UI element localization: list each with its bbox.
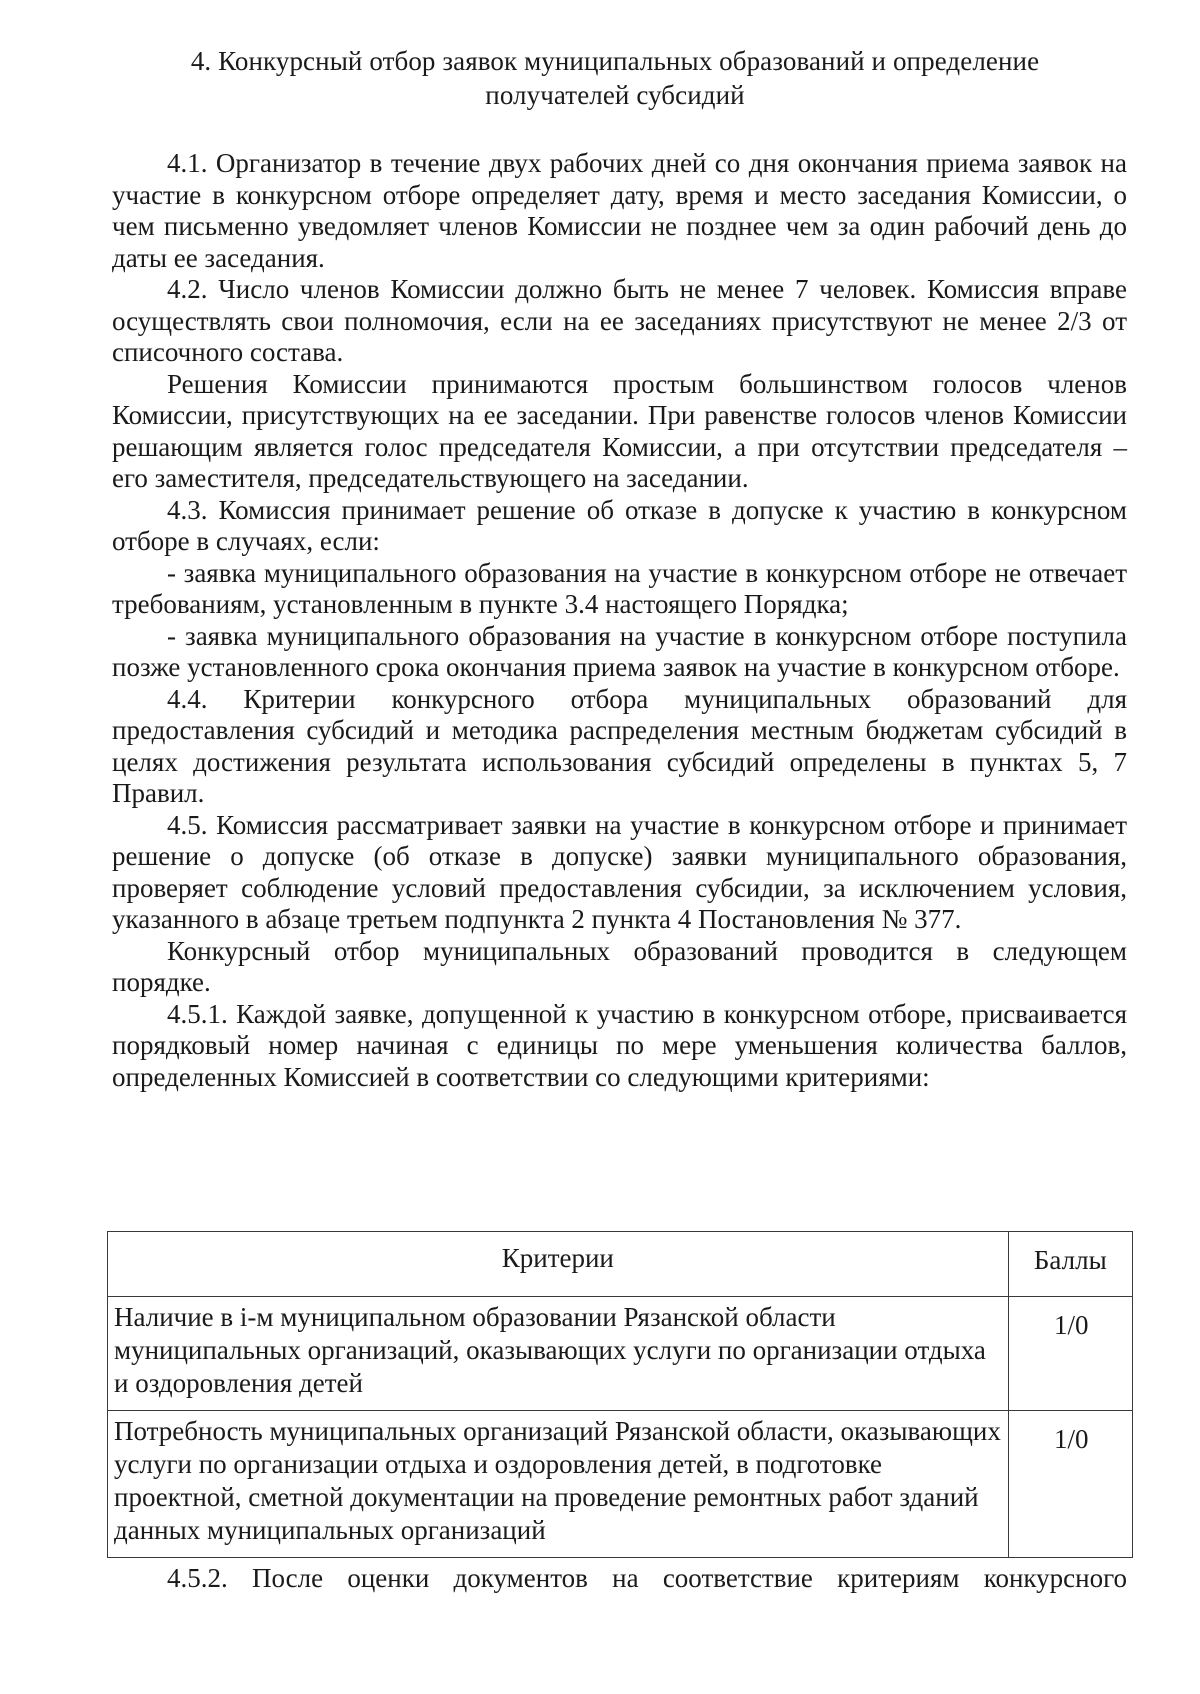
header-criteria: Критерии xyxy=(108,1232,1009,1297)
paragraph-selection-order: Конкурсный отбор муниципальных образований проводится в следующем порядке. xyxy=(112,935,1127,997)
table-row xyxy=(108,1411,1133,1558)
section-title xyxy=(110,44,1120,112)
paragraph-4-3-item-1: - заявка муниципального образования на участие в конкурсном отборе не отвечает требованиям, установленным в пункте 3.4 настоящего Порядка; xyxy=(112,557,1127,619)
section-title-line-1: 4. Конкурсный отбор заявок муниципальных образований и определение xyxy=(190,46,1040,76)
table-header-row xyxy=(108,1232,1133,1297)
paragraph-4-5: 4.5. Комиссия рассматривает заявки на участие в конкурсном отборе и принимает решение о допуске (об отказе в допуске) заявки муниципального образования, проверяет соблюдение условий предоставления субсидии, за исключением условия, указанного в абзаце третьем подпункта 2 пункта 4 Постановления № 377. xyxy=(112,809,1127,934)
paragraph-4-5-2: 4.5.2. После оценки документов на соответствие критериям конкурсного xyxy=(167,1563,1127,1593)
paragraph-4-5-1: 4.5.1. Каждой заявке, допущенной к участию в конкурсном отборе, присваивается порядковый номер начиная с единицы по мере уменьшения количества баллов, определенных Комиссией в соответствии со следующими критериями: xyxy=(112,998,1127,1092)
document-body xyxy=(112,148,1127,1093)
paragraph-4-1: 4.1. Организатор в течение двух рабочих дней со дня окончания приема заявок на участие в конкурсном отборе определяет дату, время и место заседания Комиссии, о чем письменно уведомляет членов Комиссии не позднее чем за один рабочий день до даты ее заседания. xyxy=(112,148,1127,273)
paragraph-4-2: 4.2. Число членов Комиссии должно быть не менее 7 человек. Комиссия вправе осуществлять свои полномочия, если на ее заседаниях присутствуют не менее 2/3 от списочного состава. xyxy=(112,274,1127,367)
paragraph-4-4: 4.4. Критерии конкурсного отбора муниципальных образований для предоставления субсидий и методика распределения местным бюджетам субсидий в целях достижения результата использования субсидий определены в пунктах 5, 7 Правил. xyxy=(112,683,1127,808)
criteria-table xyxy=(107,1231,1133,1558)
score-cell: 1/0 xyxy=(1008,1411,1132,1558)
paragraph-decisions: Решения Комиссии принимаются простым большинством голосов членов Комиссии, присутствующих на ее заседании. При равенстве голосов членов Комиссии решающим является голос председателя Комиссии, а при отсутствии председателя – его заместителя, председательствующего на заседании. xyxy=(112,368,1127,493)
document-tail xyxy=(112,1563,1127,1595)
paragraph-4-3: 4.3. Комиссия принимает решение об отказе в допуске к участию в конкурсном отборе в случаях, если: xyxy=(112,494,1127,556)
criteria-table-container xyxy=(107,1231,1133,1558)
header-score: Баллы xyxy=(1008,1232,1132,1297)
criterion-cell: Потребность муниципальных организаций Рязанской области, оказывающих услуги по организации отдыха и оздоровления детей, в подготовке проектной, сметной документации на проведение ремонтных работ зданий данных муниципальных организаций xyxy=(108,1411,1009,1558)
score-cell: 1/0 xyxy=(1008,1297,1132,1411)
paragraph-4-3-item-2: - заявка муниципального образования на участие в конкурсном отборе поступила позже установленного срока окончания приема заявок на участие в конкурсном отборе. xyxy=(112,620,1127,682)
criterion-cell: Наличие в i-м муниципальном образовании Рязанской области муниципальных организаций, оказывающих услуги по организации отдыха и оздоровления детей xyxy=(108,1297,1009,1411)
table-row xyxy=(108,1297,1133,1411)
section-title-line-2: получателей субсидий xyxy=(485,80,745,110)
